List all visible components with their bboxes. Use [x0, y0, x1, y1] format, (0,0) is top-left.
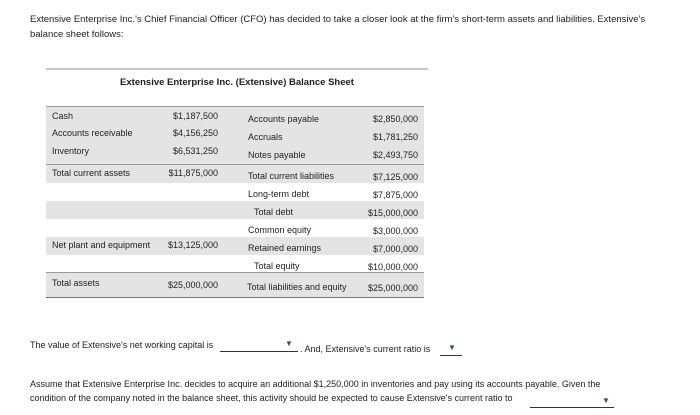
question-inventory: Assume that Extensive Enterprise Inc. decides to acquire an additional $1,250,000 in inventories and pay using its accounts payable. Given the condition of the company noted in the balance sheet, this activity should be expected to cause Extensive's current ratio to: [30, 379, 601, 403]
liability-label: Long-term debt: [248, 189, 310, 199]
liability-value: $10,000,000: [367, 262, 418, 272]
nwc-dropdown[interactable]: [220, 336, 298, 352]
question-current-ratio: . And, Extensive's current ratio is: [300, 344, 431, 354]
liability-value: $7,000,000: [372, 244, 418, 254]
liability-value: $2,493,750: [372, 150, 418, 160]
divider: [46, 68, 428, 70]
liability-label: Common equity: [248, 225, 312, 235]
asset-label: Accounts receivable: [52, 128, 133, 138]
dropdown-underline: [220, 351, 298, 352]
liability-value: $7,875,000: [372, 190, 418, 200]
chevron-down-icon: ▼: [602, 396, 610, 405]
asset-label: Total assets: [52, 278, 100, 288]
liability-label: Accruals: [248, 132, 283, 142]
asset-label: Inventory: [52, 146, 90, 156]
liability-label: Retained earnings: [248, 243, 322, 253]
asset-value: $1,187,500: [172, 111, 218, 121]
liability-value: $15,000,000: [367, 208, 418, 218]
liability-value: $1,781,250: [372, 132, 418, 142]
asset-value: $25,000,000: [167, 280, 218, 290]
chevron-down-icon: ▼: [285, 339, 293, 348]
current-ratio-dropdown[interactable]: [440, 340, 468, 356]
liability-label: Accounts payable: [248, 114, 320, 124]
liability-label: Total debt: [254, 207, 294, 217]
question-nwc: The value of Extensive's net working capital is: [30, 340, 214, 350]
asset-value: $11,875,000: [168, 168, 218, 178]
balance-sheet-title: Extensive Enterprise Inc. (Extensive) Balance Sheet: [120, 77, 354, 88]
dropdown-underline: [530, 407, 614, 408]
chevron-down-icon: ▼: [448, 343, 456, 352]
asset-label: Net plant and equipment: [52, 240, 151, 250]
current-ratio-change-dropdown[interactable]: [530, 392, 616, 408]
liability-value: $25,000,000: [367, 283, 418, 293]
liability-value: $2,850,000: [372, 114, 418, 124]
asset-value: $13,125,000: [167, 240, 218, 250]
table-top-rule: [46, 106, 424, 107]
intro-text: Extensive Enterprise Inc.'s Chief Financial Officer (CFO) has decided to take a closer look at the firm's short-term assets and liabilities. Extensive's balance sheet follows:: [30, 14, 646, 40]
dropdown-underline: [440, 355, 462, 356]
asset-value: $6,531,250: [172, 146, 218, 156]
liability-label: Total current liabilities: [248, 171, 335, 181]
liability-label: Total equity: [254, 261, 300, 271]
asset-value: $4,156,250: [172, 128, 218, 138]
liability-value: $7,125,000: [372, 172, 418, 182]
asset-label: Cash: [52, 111, 74, 121]
liability-label: Notes payable: [248, 150, 306, 160]
bottom-rule: [46, 297, 424, 298]
subtotal-rule: [46, 164, 424, 165]
liability-value: $3,000,000: [372, 226, 418, 236]
liability-label: Total liabilities and equity: [247, 282, 347, 292]
asset-label: Total current assets: [52, 168, 131, 178]
